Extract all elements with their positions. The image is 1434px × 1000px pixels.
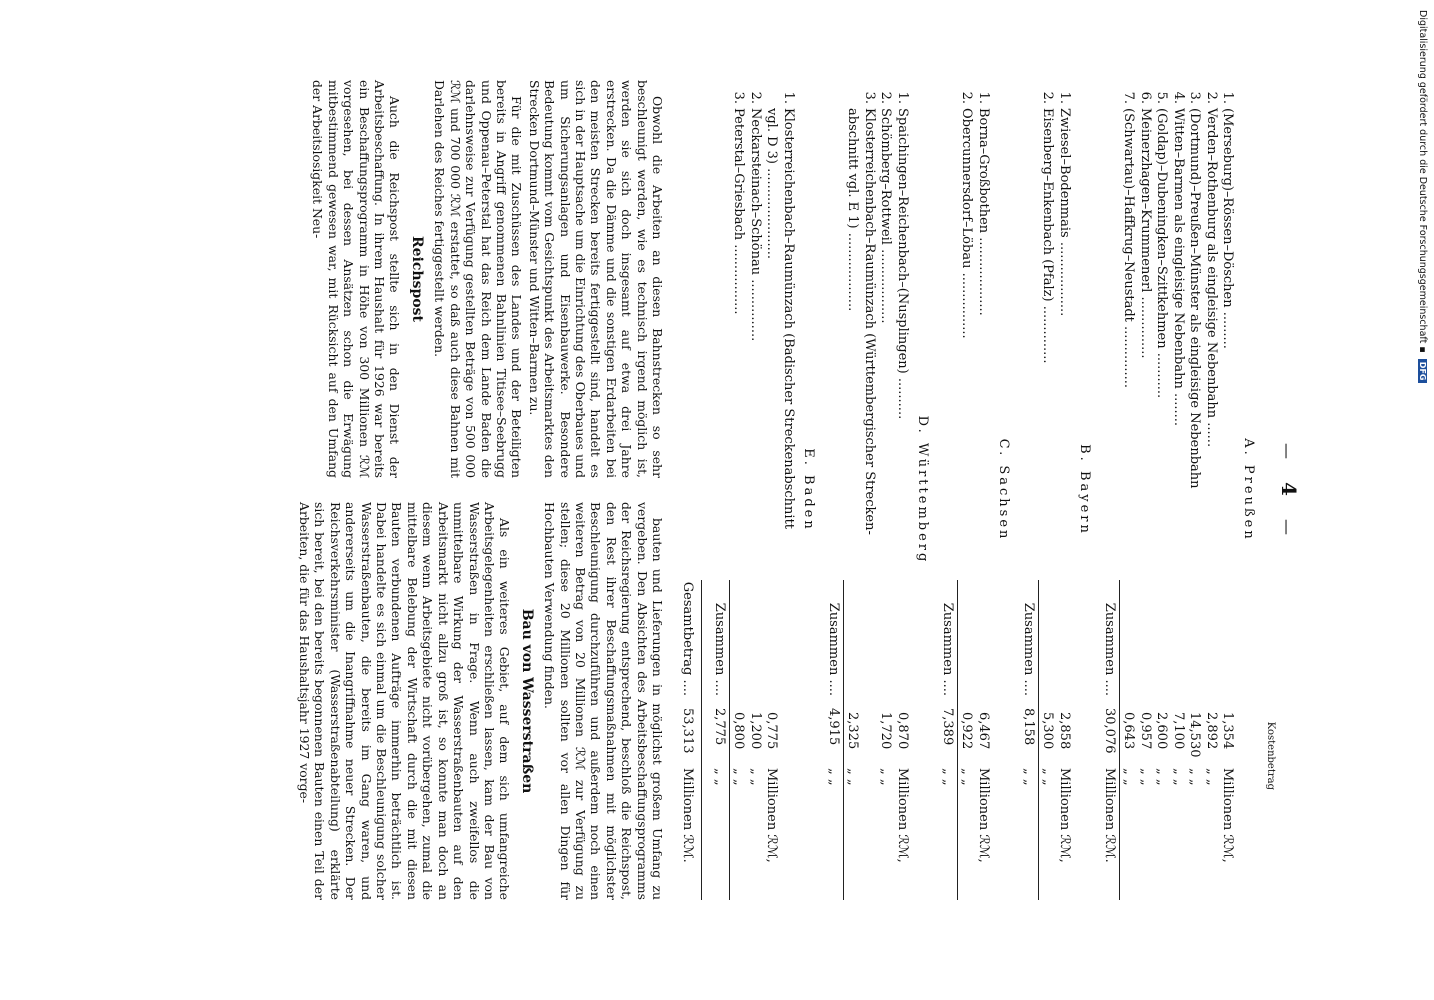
cell-num: 3. bbox=[731, 91, 747, 104]
paragraph: bauten und Lieferungen in möglichst großem Umfang zu vergeben. Den Absichten des Arbeitsbeschaffungsprogramms der Reichsregierung entsprechend, beschloß die Reichspost, den Rest ihrer Beschaffungsmaßnahmen mit möglichster Beschleunigung durchzuführen und außerdem noch einen weiteren Betrag von 20 Millionen ℛℳ zur Verfügung zu stellen; diese 20 Millionen sollten vor allen Dingen für Hochbauten Verwendung finden. bbox=[542, 502, 665, 900]
cost-row bbox=[877, 80, 894, 900]
section-sum bbox=[711, 80, 728, 900]
right-column bbox=[295, 502, 665, 900]
sum-label: Zusammen .... bbox=[712, 602, 727, 696]
cell-num bbox=[763, 80, 780, 106]
section-title: B. Bayern bbox=[1077, 444, 1093, 536]
cell-num: 2. bbox=[1204, 91, 1219, 104]
column-heading: Bau von Wasserstraßen bbox=[518, 608, 535, 794]
grand-total bbox=[679, 80, 696, 900]
cell-num: 2. bbox=[878, 91, 894, 104]
cell-amount: 0,870 bbox=[895, 712, 910, 750]
cell-num: 1. bbox=[1057, 91, 1072, 104]
sum-label: Zusammen .... bbox=[1102, 602, 1117, 696]
sum-label: Zusammen .... bbox=[1021, 602, 1036, 696]
cell-amount: 2,600 bbox=[1154, 712, 1170, 750]
cell-route: Borna–Großbothen ................... bbox=[976, 108, 991, 316]
cell-unit: „ „ bbox=[1138, 768, 1153, 786]
cell-unit: „ „ bbox=[878, 768, 894, 786]
cost-row bbox=[894, 80, 911, 900]
cost-row bbox=[1056, 80, 1073, 900]
section-sum bbox=[1020, 80, 1037, 900]
cost-sections bbox=[711, 80, 1257, 900]
cell-num: 7. bbox=[1121, 91, 1137, 104]
cell-route: Verden–Rothenburg als eingleisige Nebenbahn ...... bbox=[1204, 108, 1219, 448]
cell-route: Peterstal–Griesbach ................. bbox=[731, 108, 747, 315]
sum-value: 30,076 bbox=[1102, 708, 1117, 754]
paragraph: Für die mit Zuschüssen des Landes und der Beteiligten bereits in Angriff genommenen Bahnlinien Titisee–Seebrugg und Oppenau–Peterstal hat das Reich dem Lande Baden die darlehnsweise zur Verfügung gestellten Beträge von 500 000 ℛℳ und 700 000 ℛℳ erstattet, so daß auch diese Bahnen mit Darlehen des Reiches fertiggestellt werden. bbox=[432, 80, 525, 478]
cost-row bbox=[844, 80, 861, 900]
cell-num: 1. bbox=[895, 91, 910, 104]
cell-amount: 2,858 bbox=[1057, 712, 1072, 750]
cost-row bbox=[747, 80, 764, 900]
sum-unit: „ „ bbox=[826, 768, 841, 786]
cell-unit: „ „ bbox=[1040, 768, 1056, 786]
cell-num: 3. bbox=[1187, 91, 1203, 104]
cell-route: Eisenberg–Enkenbach (Pfalz) .............. bbox=[1040, 108, 1056, 364]
text-columns bbox=[295, 80, 665, 900]
cell-amount: 7,100 bbox=[1171, 712, 1186, 750]
sum-label: Zusammen .... bbox=[826, 602, 841, 696]
cell-unit bbox=[861, 766, 878, 900]
cell-unit: „ „ bbox=[959, 768, 975, 786]
cost-row bbox=[780, 80, 797, 900]
section-sum bbox=[939, 80, 956, 900]
cell-unit: Millionen ℛℳ, bbox=[976, 768, 991, 863]
cost-row bbox=[1186, 80, 1203, 900]
cell-unit: Millionen ℛℳ, bbox=[1057, 768, 1072, 863]
sum-value: 8,158 bbox=[1021, 708, 1036, 746]
side-note: Digitalisierung gefördert durch die Deutsche Forschungsgemeinschaft ▪ DFG bbox=[1414, 10, 1428, 990]
cell-route: (Schwartau)–Haffkrug–Neustadt ............... bbox=[1121, 108, 1137, 389]
cell-unit: Millionen ℛℳ, bbox=[764, 768, 780, 863]
cell-amount: 1,354 bbox=[1220, 712, 1236, 750]
cost-row bbox=[1120, 80, 1137, 900]
total-unit: Millionen ℛℳ. bbox=[680, 768, 696, 863]
sum-value: 2,775 bbox=[712, 708, 727, 746]
column-heading: Reichspost bbox=[408, 236, 425, 322]
cell-unit: „ „ bbox=[1171, 768, 1186, 786]
cell-unit: Millionen ℛℳ, bbox=[895, 768, 910, 863]
cost-table bbox=[1120, 80, 1236, 900]
cost-table bbox=[844, 80, 910, 900]
cell-route: Schömberg–Rottweil .................. bbox=[878, 108, 894, 324]
cost-row bbox=[1039, 80, 1056, 900]
section-title: C. Sachsen bbox=[996, 438, 1012, 542]
cell-route: (Merseburg)–Rössen–Döschen ......... bbox=[1220, 108, 1236, 349]
cell-amount: 0,800 bbox=[731, 712, 747, 750]
cost-row bbox=[730, 80, 747, 900]
cost-row bbox=[958, 80, 975, 900]
cell-num: 6. bbox=[1138, 91, 1153, 104]
cell-num: 3. bbox=[862, 91, 877, 104]
cell-unit: „ „ bbox=[845, 768, 861, 786]
cost-row bbox=[861, 80, 878, 900]
sum-unit: „ „ bbox=[1021, 768, 1036, 786]
cell-unit: „ „ bbox=[748, 768, 763, 786]
section-title: E. Baden bbox=[801, 448, 817, 532]
cost-row bbox=[1137, 80, 1154, 900]
page-number: — 4 — bbox=[1277, 442, 1301, 538]
cost-table bbox=[958, 80, 991, 900]
cell-unit: „ „ bbox=[1204, 768, 1219, 786]
cell-amount: 1,200 bbox=[748, 712, 763, 750]
cell-amount: 0,643 bbox=[1121, 712, 1137, 750]
cell-unit: „ „ bbox=[1187, 768, 1203, 786]
cell-amount: 2,892 bbox=[1204, 712, 1219, 750]
sum-unit: „ „ bbox=[712, 768, 727, 786]
cell-amount: 6,467 bbox=[976, 712, 991, 750]
cell-route: Meinerzhagen–Krummenerl ............... bbox=[1138, 108, 1153, 359]
sum-value: 7,389 bbox=[940, 708, 955, 746]
cell-amount: 1,720 bbox=[878, 712, 894, 750]
cell-amount: 0,957 bbox=[1138, 712, 1153, 750]
cell-route: vgl. D 3) ...................... bbox=[764, 108, 780, 260]
cell-route: Spaichingen–Reichenbach–(Nusplingen) .......... bbox=[895, 108, 910, 420]
paragraph: Auch die Reichspost stellte sich in den Dienst der Arbeitsbeschaffung. In ihrem Haushalt für 1926 war bereits ein Beschaffungsprogramm in Höhe von 300 Millionen ℛℳ vorgesehen, bei dessen Ansätzen schon die Erwägung mitbestimmend gewesen war, mit Rücksicht auf den Umfang der Arbeitslosigkeit Neu- bbox=[310, 80, 403, 478]
cell-num: 5. bbox=[1154, 91, 1170, 104]
cell-num: 1. bbox=[781, 91, 796, 104]
cell-num: 4. bbox=[1171, 91, 1186, 104]
sum-value: 4,915 bbox=[826, 708, 841, 746]
cell-amount: 0,922 bbox=[959, 712, 975, 750]
total-rule bbox=[702, 580, 703, 900]
cost-table bbox=[730, 80, 796, 900]
cell-route: Witten–Barmen als eingleisige Nebenbahn ........ bbox=[1171, 108, 1186, 427]
cell-amount: 14,530 bbox=[1187, 712, 1203, 758]
sum-unit: „ „ bbox=[940, 768, 955, 786]
digitization-note: Digitalisierung gefördert durch die Deutsche Forschungsgemeinschaft bbox=[1417, 10, 1428, 344]
section-title: D. Württemberg bbox=[915, 415, 931, 565]
cell-amount bbox=[861, 710, 878, 766]
cell-route: (Goldap)–Dubeningken–Szittkehmen ........... bbox=[1154, 108, 1170, 399]
cell-amount: 0,775 bbox=[764, 712, 780, 750]
cell-amount: 5,300 bbox=[1040, 712, 1056, 750]
total-label: Gesamtbetrag .... bbox=[680, 581, 696, 696]
cell-num: 1. bbox=[976, 91, 991, 104]
cell-unit: „ „ bbox=[1121, 768, 1137, 786]
cell-unit bbox=[780, 766, 797, 900]
cell-unit: „ „ bbox=[731, 768, 747, 786]
paragraph: Als ein weiteres Gebiet, auf dem sich umfangreiche Arbeitsgelegenheiten erschließen lassen, kam der Bau von Wasserstraßen in Frage. Wenn auch zweifellos die unmittelbare Wirkung der Wasserstraßenbauten auf den Arbeitsmarkt nicht allzu groß ist, so konnte man doch an diesem wenn Arbeitsgebiete nicht vorübergehen, zumal die mittelbare Belebung der Wirtschaft durch die mit diesen Bauten verbundenen Aufträge immerhin beträchtlich ist. Dabei handelte es sich einmal um die Beschleunigung solcher Wasserstraßenbauten, die bereits im Gang waren, und andererseits um die Inangriffnahme neuer Strecken. Der Reichsverkehrsminister (Wasserstraßenabteilung) erklärte sich bereit, bei den bereits begonnenen Bauten einen Teil der Arbeiten, die für das Haushaltsjahr 1927 vorge- bbox=[297, 502, 513, 900]
cell-route: (Dortmund)–Preußen–Münster als eingleisige Nebenbahn bbox=[1187, 108, 1203, 489]
total-value: 53,313 bbox=[680, 708, 696, 754]
cost-row bbox=[975, 80, 992, 900]
cell-route: abschnitt vgl. E 1) ................... bbox=[845, 108, 861, 312]
cell-num: 2. bbox=[748, 91, 763, 104]
cell-amount: 2,325 bbox=[845, 712, 861, 750]
cell-route: Klosterreichenbach–Raumünzach (Württembergischer Strecken- bbox=[862, 108, 877, 535]
cost-table bbox=[1039, 80, 1072, 900]
cost-header: Kostenbetrag bbox=[1265, 721, 1277, 790]
paragraph: Obwohl die Arbeiten an diesen Bahnstrecken so sehr beschleunigt werden, wie es technisch irgend möglich ist, werden sie sich doch insgesamt auf etwa drei Jahre erstrecken. Da die Dämme und die sonstigen Erdarbeiten bei den meisten Strecken bereits fertiggestellt sind, handelt es sich in der Hauptsache um die Einrichtung des Oberbaues und um Sicherungsanlagen und Eisenbauwerke. Besondere Bedeutung kommt vom Gesichtspunkt des Arbeitsmarktes den Strecken Dortmund–Münster und Witten–Barmen zu. bbox=[526, 80, 665, 478]
cell-unit: „ „ bbox=[1154, 768, 1170, 786]
cell-num: 1. bbox=[1220, 91, 1236, 104]
sum-label: Zusammen .... bbox=[940, 602, 955, 696]
cell-route: Neckarsteinach–Schönau ............... bbox=[748, 108, 763, 342]
cell-num: 2. bbox=[1040, 91, 1056, 104]
cell-amount bbox=[780, 710, 797, 766]
sum-unit: Millionen ℛℳ. bbox=[1102, 768, 1117, 863]
cost-row bbox=[1153, 80, 1170, 900]
cost-row bbox=[1170, 80, 1187, 900]
cost-row bbox=[1203, 80, 1220, 900]
cell-unit: Millionen ℛℳ, bbox=[1220, 768, 1236, 863]
cell-num bbox=[844, 80, 861, 106]
page-content-rotated bbox=[75, 80, 1305, 900]
cell-route: Zwiesel–Bodenmais .................. bbox=[1057, 108, 1072, 317]
dfg-logo: DFG bbox=[1418, 359, 1427, 384]
cell-route: Obercunnersdorf–Löbau ................ bbox=[959, 108, 975, 339]
section-title: A. Preußen bbox=[1241, 438, 1256, 542]
left-column bbox=[295, 80, 665, 478]
cell-route: Klosterreichenbach–Raumünzach (Badischer Streckenabschnitt bbox=[781, 108, 796, 530]
cell-num: 2. bbox=[959, 91, 975, 104]
cost-row bbox=[1219, 80, 1236, 900]
section-sum bbox=[825, 80, 842, 900]
section-sum bbox=[1101, 80, 1118, 900]
cost-row bbox=[763, 80, 780, 900]
